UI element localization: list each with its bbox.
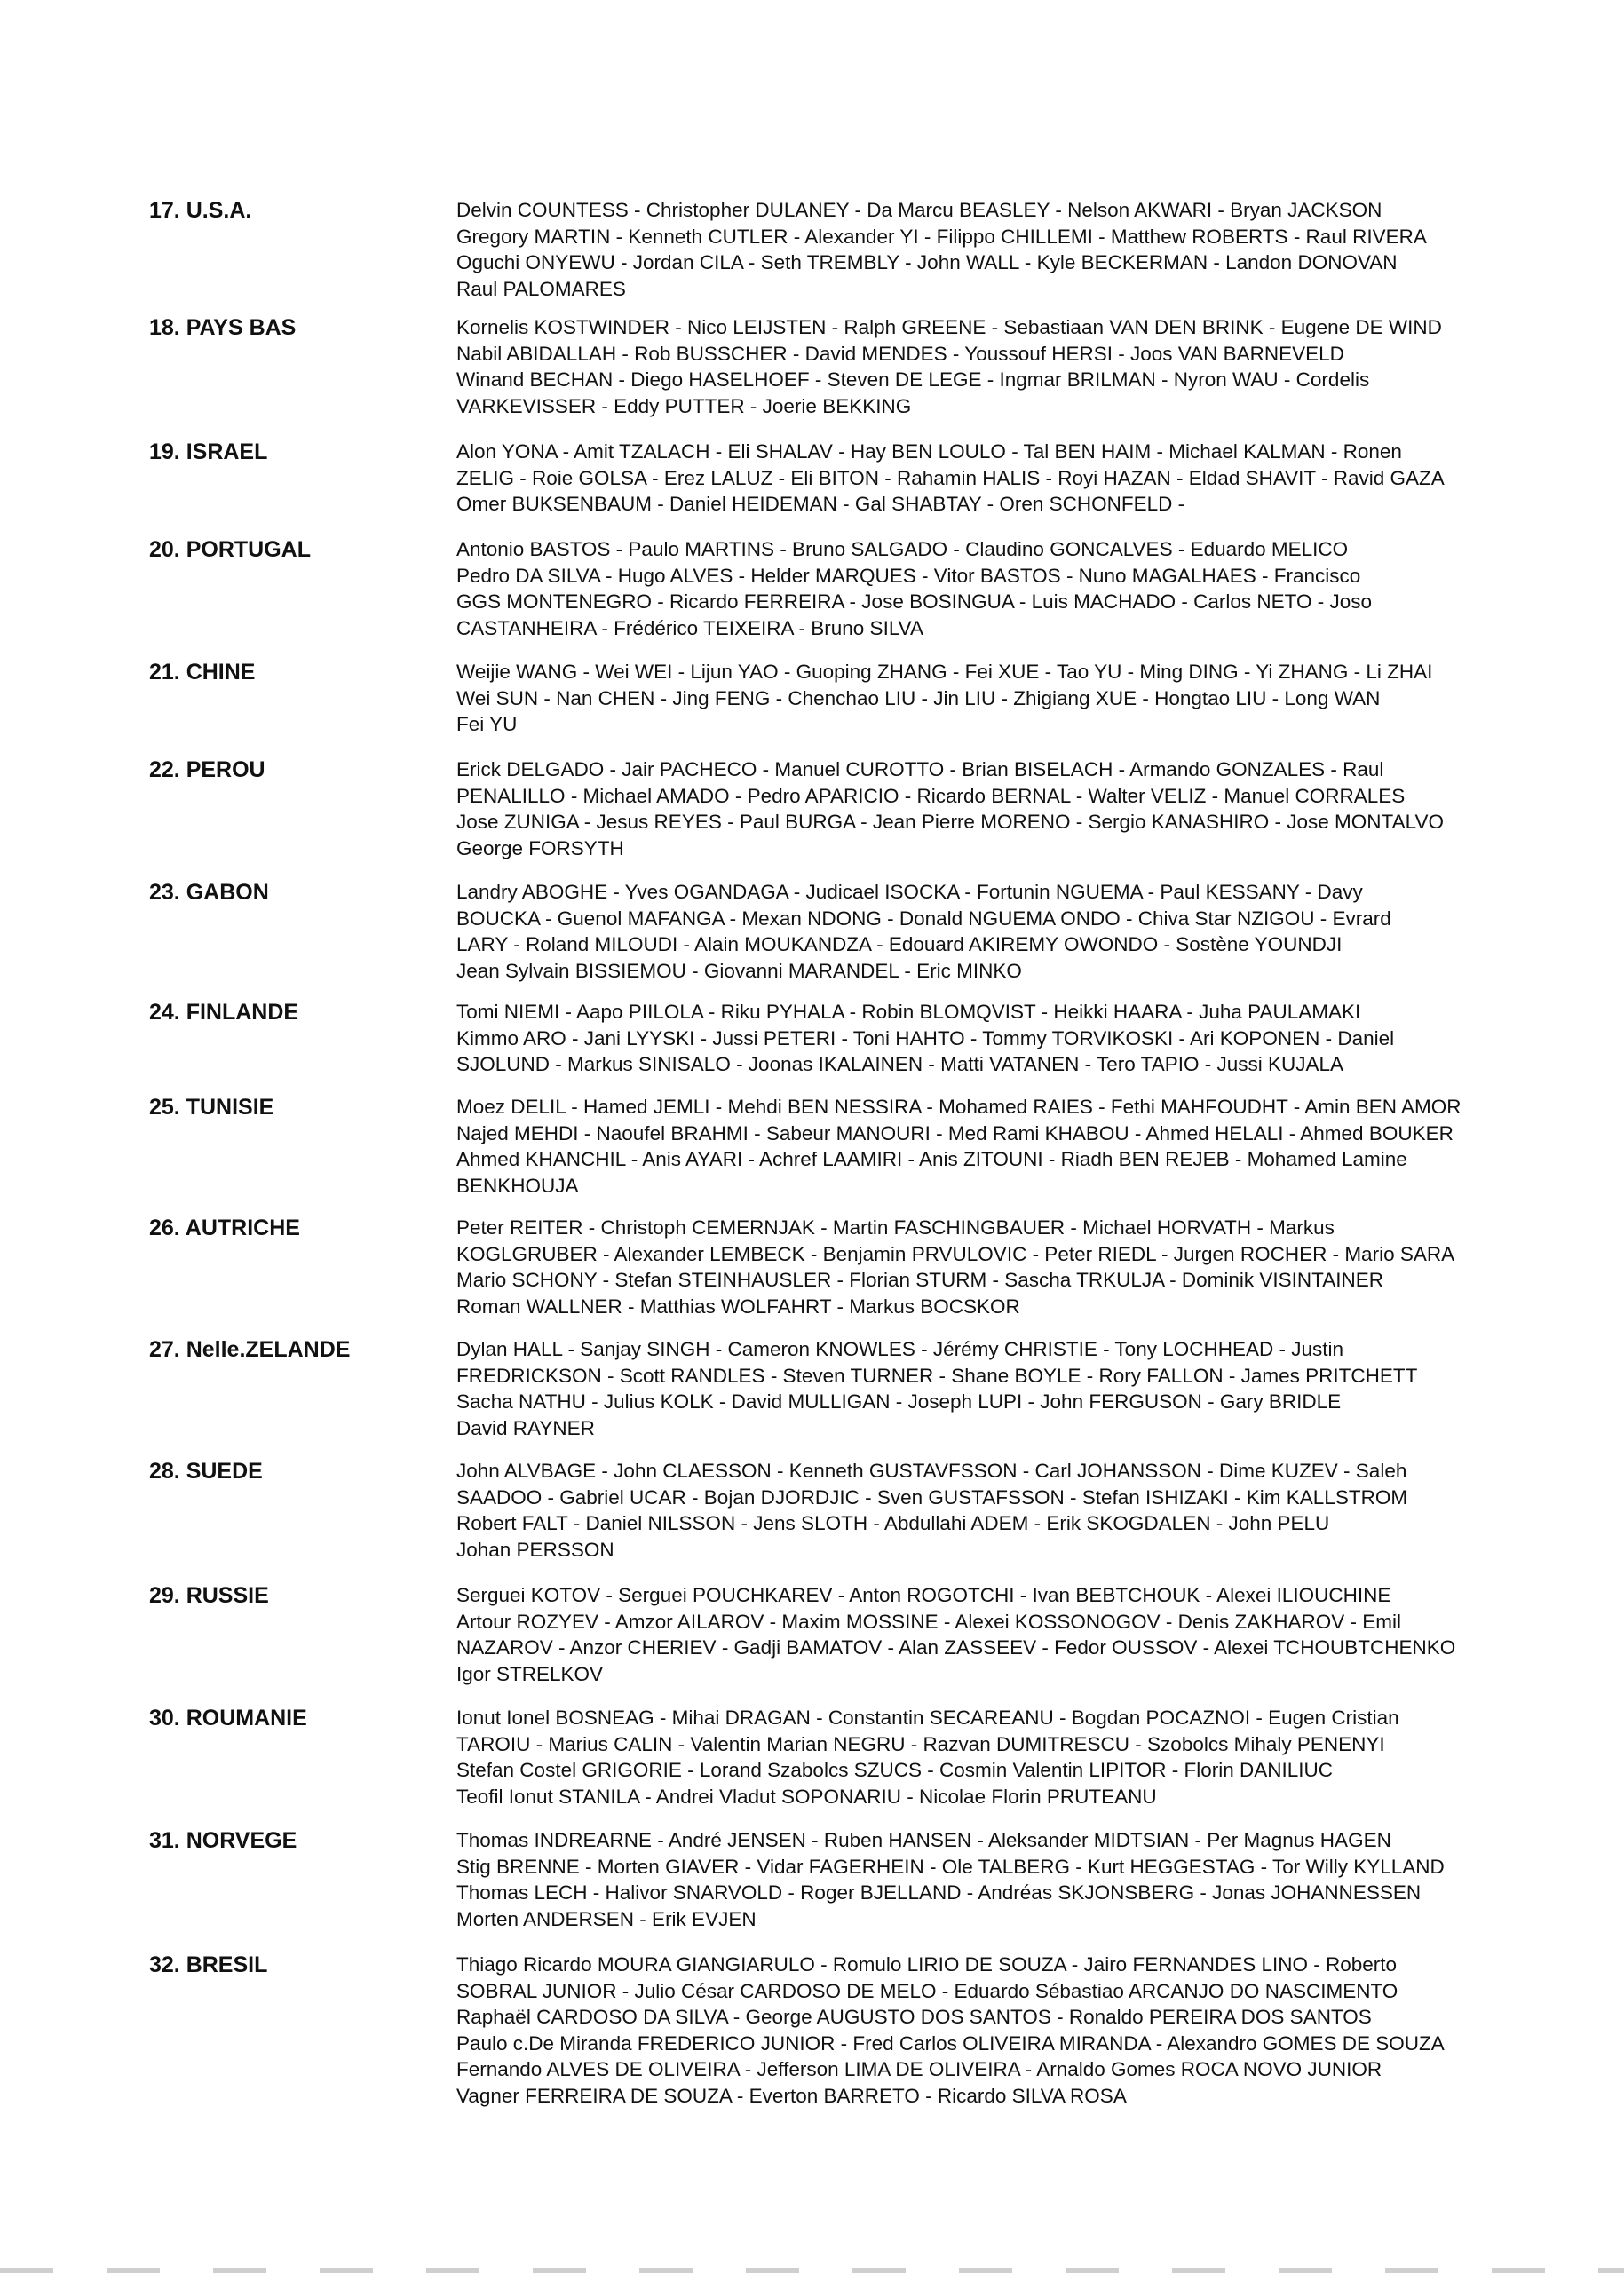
player-line: Morten ANDERSEN - Erik EVJEN (456, 1907, 757, 1930)
player-line: Alon YONA - Amit TZALACH - Eli SHALAV - Hay BEN LOULO - Tal BEN HAIM - Michael KALMAN - Ronen (456, 440, 1402, 463)
player-line: SAADOO - Gabriel UCAR - Bojan DJORDJIC - Sven GUSTAFSSON - Stefan ISHIZAKI - Kim KALLSTROM (456, 1485, 1408, 1509)
player-line: Kimmo ARO - Jani LYYSKI - Jussi PETERI - Toni HAHTO - Tommy TORVIKOSKI - Ari KOPONEN - Daniel (456, 1026, 1395, 1049)
player-line: Nabil ABIDALLAH - Rob BUSSCHER - David MENDES - Youssouf HERSI - Joos VAN BARNEVELD (456, 342, 1344, 365)
player-list (456, 197, 1549, 302)
country-name: 18. PAYS BAS (149, 315, 297, 340)
player-line: LARY - Roland MILOUDI - Alain MOUKANDZA - Edouard AKIREMY OWONDO - Sostène YOUNDJI (456, 933, 1343, 955)
player-line: SJOLUND - Markus SINISALO - Joonas IKALAINEN - Matti VATANEN - Tero TAPIO - Jussi KUJALA (456, 1053, 1344, 1075)
country-name: 24. FINLANDE (149, 1000, 299, 1025)
scan-edge-marks (0, 2268, 1624, 2273)
player-line: Pedro DA SILVA - Hugo ALVES - Helder MARQUES - Vitor BASTOS - Nuno MAGALHAES - Francisco (456, 564, 1361, 587)
player-line: Raphaël CARDOSO DA SILVA - George AUGUSTO DOS SANTOS - Ronaldo PEREIRA DOS SANTOS (456, 2006, 1372, 2028)
player-list (456, 999, 1549, 1078)
player-list (456, 879, 1549, 984)
player-list (456, 1582, 1549, 1687)
player-line: BOUCKA - Guenol MAFANGA - Mexan NDONG - Donald NGUEMA ONDO - Chiva Star NZIGOU - Evrard (456, 907, 1391, 930)
player-line: Vagner FERREIRA DE SOUZA - Everton BARRETO - Ricardo SILVA ROSA (456, 2084, 1127, 2107)
country-name: 17. U.S.A. (149, 198, 252, 223)
player-line: Mario SCHONY - Stefan STEINHAUSLER - Florian STURM - Sascha TRKULJA - Dominik VISINTAINER (456, 1269, 1383, 1291)
player-line: Fernando ALVES DE OLIVEIRA - Jefferson LIMA DE OLIVEIRA - Arnaldo Gomes ROCA NOVO JUNIOR (456, 2058, 1382, 2080)
player-line: Stefan Costel GRIGORIE - Lorand Szabolcs SZUCS - Cosmin Valentin LIPITOR - Florin DANILIUC (456, 1759, 1333, 1781)
player-line: Roman WALLNER - Matthias WOLFAHRT - Markus BOCSKOR (456, 1295, 1020, 1318)
player-line: Antonio BASTOS - Paulo MARTINS - Bruno SALGADO - Claudino GONCALVES - Eduardo MELICO (456, 538, 1349, 560)
player-line: BENKHOUJA (456, 1174, 579, 1197)
player-list (456, 756, 1549, 861)
player-line: Serguei KOTOV - Serguei POUCHKAREV - Anton ROGOTCHI - Ivan BEBTCHOUK - Alexei ILIOUCHINE (456, 1584, 1391, 1606)
player-line: Ahmed KHANCHIL - Anis AYARI - Achref LAAMIRI - Anis ZITOUNI - Riadh BEN REJEB - Mohamed Lamine (456, 1148, 1407, 1170)
player-line: Winand BECHAN - Diego HASELHOEF - Steven DE LEGE - Ingmar BRILMAN - Nyron WAU - Cordelis (456, 368, 1370, 391)
player-line: Artour ROZYEV - Amzor AILAROV - Maxim MOSSINE - Alexei KOSSONOGOV - Denis ZAKHAROV - Emil (456, 1610, 1401, 1633)
country-name: 28. SUEDE (149, 1459, 263, 1484)
country-name: 31. NORVEGE (149, 1828, 297, 1853)
player-list (456, 1705, 1549, 1810)
player-line: FREDRICKSON - Scott RANDLES - Steven TURNER - Shane BOYLE - Rory FALLON - James PRITCHETT (456, 1364, 1418, 1387)
player-line: Teofil Ionut STANILA - Andrei Vladut SOPONARIU - Nicolae Florin PRUTEANU (456, 1785, 1157, 1808)
country-name: 20. PORTUGAL (149, 537, 311, 562)
player-line: KOGLGRUBER - Alexander LEMBECK - Benjamin PRVULOVIC - Peter RIEDL - Jurgen ROCHER - Mario SARA (456, 1242, 1455, 1265)
player-line: Igor STRELKOV (456, 1662, 604, 1685)
country-name: 30. ROUMANIE (149, 1706, 307, 1730)
player-line: Peter REITER - Christoph CEMERNJAK - Martin FASCHINGBAUER - Michael HORVATH - Markus (456, 1216, 1335, 1239)
player-line: Jean Sylvain BISSIEMOU - Giovanni MARANDEL - Eric MINKO (456, 959, 1022, 982)
country-name: 21. CHINE (149, 660, 256, 685)
player-line: Delvin COUNTESS - Christopher DULANEY - Da Marcu BEASLEY - Nelson AKWARI - Bryan JACKSON (456, 199, 1382, 221)
player-list (456, 1215, 1549, 1319)
player-list (456, 1827, 1549, 1932)
player-line: Stig BRENNE - Morten GIAVER - Vidar FAGERHEIN - Ole TALBERG - Kurt HEGGESTAG - Tor Willy KYLLAND (456, 1855, 1445, 1878)
player-line: Thomas INDREARNE - André JENSEN - Ruben HANSEN - Aleksander MIDTSIAN - Per Magnus HAGEN (456, 1829, 1391, 1851)
player-line: Wei SUN - Nan CHEN - Jing FENG - Chenchao LIU - Jin LIU - Zhigiang XUE - Hongtao LIU - Long WAN (456, 686, 1381, 709)
player-line: John ALVBAGE - John CLAESSON - Kenneth GUSTAVFSSON - Carl JOHANSSON - Dime KUZEV - Saleh (456, 1460, 1407, 1482)
player-line: Thiago Ricardo MOURA GIANGIARULO - Romulo LIRIO DE SOUZA - Jairo FERNANDES LINO - Roberto (456, 1953, 1398, 1976)
country-name: 26. AUTRICHE (149, 1216, 300, 1240)
player-line: Paulo c.De Miranda FREDERICO JUNIOR - Fred Carlos OLIVEIRA MIRANDA - Alexandro GOMES DE SOUZA (456, 2031, 1445, 2055)
player-line: Oguchi ONYEWU - Jordan CILA - Seth TREMBLY - John WALL - Kyle BECKERMAN - Landon DONOVAN (456, 251, 1398, 273)
player-line: Moez DELIL - Hamed JEMLI - Mehdi BEN NESSIRA - Mohamed RAIES - Fethi MAHFOUDHT - Amin BEN AMOR (456, 1096, 1462, 1118)
country-name: 32. BRESIL (149, 1952, 268, 1977)
player-line: Johan PERSSON (456, 1538, 614, 1561)
country-name: 19. ISRAEL (149, 440, 268, 464)
player-line: Robert FALT - Daniel NILSSON - Jens SLOTH - Abdullahi ADEM - Erik SKOGDALEN - John PELU (456, 1512, 1330, 1534)
player-list (456, 1094, 1549, 1199)
player-list (456, 314, 1549, 419)
player-line: Sacha NATHU - Julius KOLK - David MULLIGAN - Joseph LUPI - John FERGUSON - Gary BRIDLE (456, 1390, 1342, 1413)
country-name: 29. RUSSIE (149, 1583, 269, 1608)
player-line: ZELIG - Roie GOLSA - Erez LALUZ - Eli BITON - Rahamin HALIS - Royi HAZAN - Eldad SHAVIT - Ravid GAZA (456, 466, 1445, 489)
player-line: VARKEVISSER - Eddy PUTTER - Joerie BEKKING (456, 394, 912, 417)
player-line: Omer BUKSENBAUM - Daniel HEIDEMAN - Gal SHABTAY - Oren SCHONFELD - (456, 493, 1185, 515)
player-line: Weijie WANG - Wei WEI - Lijun YAO - Guoping ZHANG - Fei XUE - Tao YU - Ming DING - Yi ZHANG - Li ZHAI (456, 661, 1433, 683)
player-list (456, 659, 1549, 738)
player-line: David RAYNER (456, 1416, 595, 1439)
player-list (456, 439, 1549, 518)
player-list (456, 1952, 1549, 2109)
country-name: 23. GABON (149, 880, 269, 905)
player-line: Dylan HALL - Sanjay SINGH - Cameron KNOWLES - Jérémy CHRISTIE - Tony LOCHHEAD - Justin (456, 1338, 1344, 1360)
player-line: Najed MEHDI - Naoufel BRAHMI - Sabeur MANOURI - Med Rami KHABOU - Ahmed HELALI - Ahmed BOUKER (456, 1121, 1454, 1144)
player-line: CASTANHEIRA - Frédérico TEIXEIRA - Bruno SILVA (456, 616, 924, 639)
player-line: SOBRAL JUNIOR - Julio César CARDOSO DE MELO - Eduardo Sébastiao ARCANJO DO NASCIMENTO (456, 1979, 1398, 2002)
player-list (456, 1458, 1549, 1563)
player-line: Ionut Ionel BOSNEAG - Mihai DRAGAN - Constantin SECAREANU - Bogdan POCAZNOI - Eugen Cristian (456, 1707, 1399, 1729)
player-line: Thomas LECH - Halivor SNARVOLD - Roger BJELLAND - Andréas SKJONSBERG - Jonas JOHANNESSEN (456, 1881, 1422, 1904)
player-line: Fei YU (456, 713, 518, 735)
player-line: PENALILLO - Michael AMADO - Pedro APARICIO - Ricardo BERNAL - Walter VELIZ - Manuel CORRALES (456, 784, 1406, 807)
country-name: 25. TUNISIE (149, 1095, 274, 1120)
player-line: Erick DELGADO - Jair PACHECO - Manuel CUROTTO - Brian BISELACH - Armando GONZALES - Raul (456, 758, 1384, 780)
player-line: Tomi NIEMI - Aapo PIILOLA - Riku PYHALA - Robin BLOMQVIST - Heikki HAARA - Juha PAULAMAKI (456, 1001, 1361, 1023)
country-name: 22. PEROU (149, 757, 265, 782)
player-list (456, 1336, 1549, 1441)
player-line: George FORSYTH (456, 836, 624, 859)
player-list (456, 536, 1549, 641)
country-name: 27. Nelle.ZELANDE (149, 1337, 351, 1362)
player-line: GGS MONTENEGRO - Ricardo FERREIRA - Jose BOSINGUA - Luis MACHADO - Carlos NETO - Joso (456, 590, 1373, 613)
player-line: Kornelis KOSTWINDER - Nico LEIJSTEN - Ralph GREENE - Sebastiaan VAN DEN BRINK - Eugene DE WIND (456, 316, 1442, 338)
player-line: NAZAROV - Anzor CHERIEV - Gadji BAMATOV - Alan ZASSEEV - Fedor OUSSOV - Alexei TCHOUBTCHENKO (456, 1636, 1456, 1659)
player-line: Jose ZUNIGA - Jesus REYES - Paul BURGA - Jean Pierre MORENO - Sergio KANASHIRO - Jose MONTALVO (456, 811, 1444, 833)
player-line: Landry ABOGHE - Yves OGANDAGA - Judicael ISOCKA - Fortunin NGUEMA - Paul KESSANY - Davy (456, 881, 1363, 903)
player-line: Raul PALOMARES (456, 277, 626, 300)
player-line: Gregory MARTIN - Kenneth CUTLER - Alexander YI - Filippo CHILLEMI - Matthew ROBERTS - Raul RIVERA (456, 225, 1427, 248)
player-line: TAROIU - Marius CALIN - Valentin Marian NEGRU - Razvan DUMITRESCU - Szobolcs Mihaly PENENYI (456, 1732, 1385, 1755)
